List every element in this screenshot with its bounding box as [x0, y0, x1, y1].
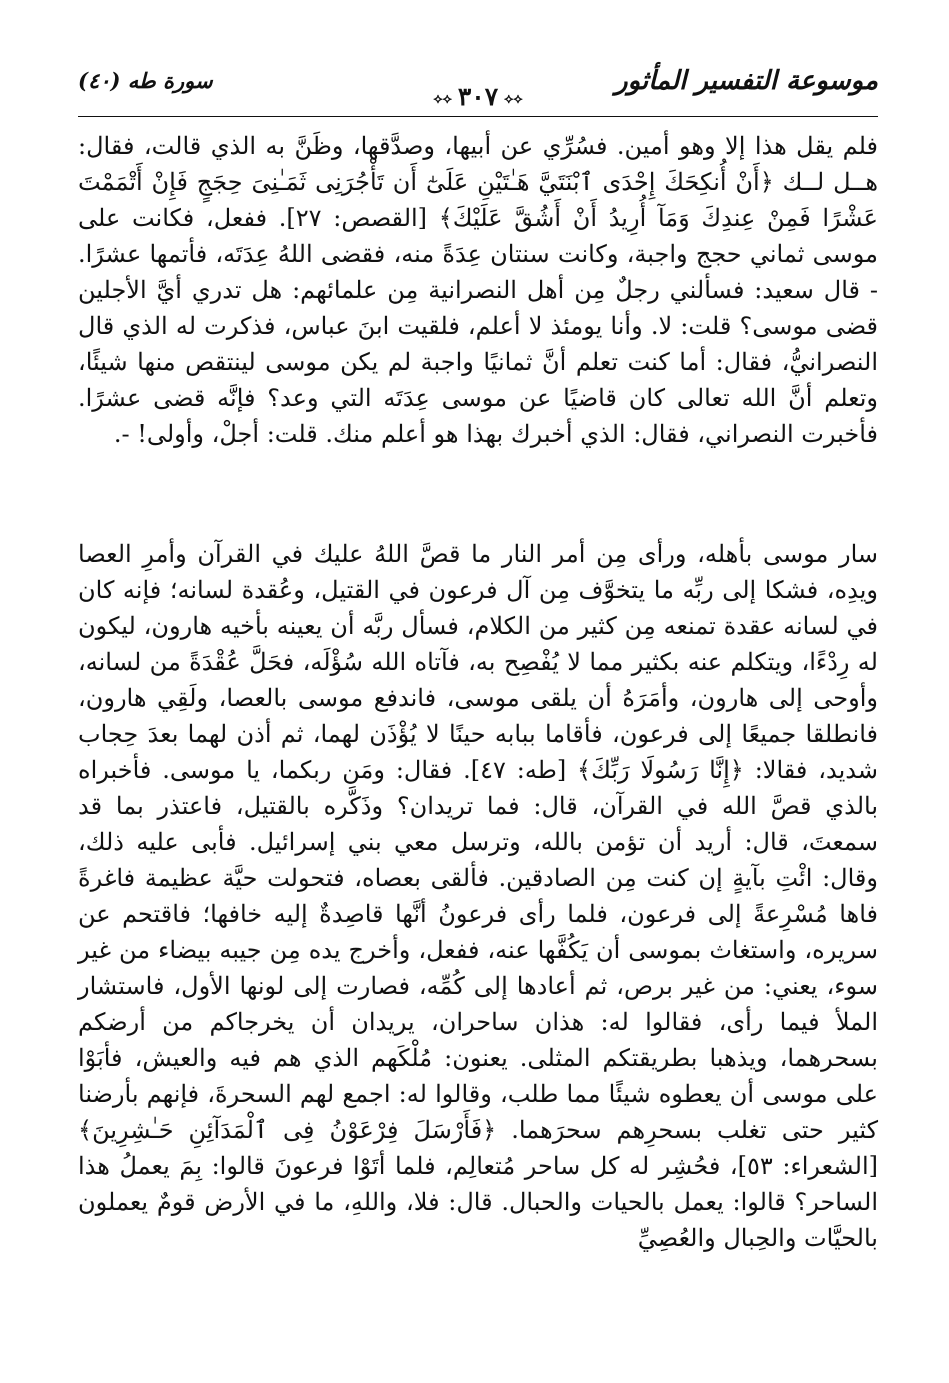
book-title: موسوعة التفسير المأثور	[615, 66, 878, 96]
page-header	[78, 66, 878, 110]
paragraph-2: سار موسى بأهله، ورأى مِن أمر النار ما قصَّ اللهُ عليك في القرآن وأمرِ العصا ويدِه، فشكا إلى ربِّه ما يتخوَّف مِن آل فرعون في القتيل، وعُقدة لسانه؛ فإنه كان في لسانه عقدة تمنعه مِن كثير من الكلام، فسأل ربَّه أن يعينه بأخيه هارون، ليكون له رِدْءًا، ويتكلم عنه بكثير مما لا يُفْصِح به، فآتاه الله سُؤْلَه، فحَلَّ عُقْدَةً من لسانه، وأوحى إلى هارون، وأمَرَهُ أن يلقى موسى، فاندفع موسى بالعصا، ولَقِي هارون، فانطلقا جميعًا إلى فرعون، فأقاما ببابه حينًا لا يُؤْذَن لهما، ثم أذن لهما بعدَ حِجاب شديد، فقالا: ﴿إِنَّا رَسُولَا رَبِّكَ﴾ [طه: ٤٧]. فقال: ومَن ربكما، يا موسى. فأخبراه بالذي قصَّ الله في القرآن، قال: فما تريدان؟ وذَكَّره بالقتيل، فاعتذر بما قد سمعتَ، قال: أريد أن تؤمن بالله، وترسل معي بني إسرائيل. فأبى عليه ذلك، وقال: ائْتِ بآيةٍ إن كنت مِن الصادقين. فألقى بعصاه، فتحولت حيَّة عظيمة فاغرةً فاها مُسْرِعةً إلى فرعون، فلما رأى فرعونُ أنَّها قاصِدةٌ إليه خافها؛ فاقتحم عن سريره، واستغاث بموسى أن يَكُفَّها عنه، ففعل، وأخرج يده مِن جيبه بيضاء من غير سوء، يعني: من غير برص، ثم أعادها إلى كُمِّه، فصارت إلى لونها الأول، فاستشار الملأ فيما رأى، فقالوا له: هذان ساحران، يريدان أن يخرجاكم من أرضكم بسحرهما، ويذهبا بطريقتكم المثلى. يعنون: مُلْكَهم الذي هم فيه والعيش، فأبَوْا على موسى أن يعطوه شيئًا مما طلب، وقالوا له: اجمع لهم السحرةَ، فإنهم بأرضنا كثير حتى تغلب بسحرِهم سحرَهما. ﴿فَأَرْسَلَ فِرْعَوْنُ فِى ٱلْمَدَآئِنِ حَـٰشِرِينَ﴾ [الشعراء: ٥٣]، فحُشِر له كل ساحر مُتعالِم، فلما أتَوْا فرعونَ قالوا: بِمَ يعملُ هذا الساحر؟ قالوا: يعمل بالحيات والحبال. قال: فلا، واللهِ، ما في الأرض قومٌ يعملون بالحيَّات والحِبال والعُصِيِّ	[78, 540, 878, 1252]
ornament-icon: ⟡⟡	[504, 90, 523, 107]
paragraph-1: فلم يقل هذا إلا وهو أمين. فسُرِّي عن أبيها، وصدَّقها، وظَنَّ به الذي قالت، فقال: هــل لــك ﴿أَنْ أُنكِحَكَ إِحْدَى ٱبْنَتَيَّ هَـٰتَيْنِ عَلَىٰٓ أَن تَأْجُرَنِى ثَمَـٰنِىَ حِجَجٍ فَإِنْ أَتْمَمْتَ عَشْرًا فَمِنْ عِندِكَ وَمَآ أُرِيدُ أَنْ أَشُقَّ عَلَيْكَ﴾ [القصص: ٢٧]. ففعل، فكانت على موسى ثماني حجج واجبة، وكانت سنتان عِدَةً منه، فقضى اللهُ عِدَتَه، فأتمها عشرًا. - قال سعيد: فسألني رجلٌ مِن أهل النصرانية مِن علمائهم: هل تدري أيَّ الأجلين قضى موسى؟ قلت: لا. وأنا يومئذ لا أعلم، فلقيت ابنَ عباس، فذكرت له الذي قال النصرانيُّ، فقال: أما كنت تعلم أنَّ ثمانيًا واجبة لم يكن موسى لينتقص منها شيئًا، وتعلم أنَّ الله تعالى كان قاضيًا عن موسى عِدَتَه التي وعد؟ فإنَّه قضى عشرًا. فأخبرت النصراني، فقال: الذي أخبرك بهذا هو أعلم منك. قلت: أجلْ، وأولى! -.	[78, 132, 879, 448]
ornament-icon: ⟡⟡	[433, 90, 452, 107]
header-divider	[78, 116, 878, 117]
page-number-value: ٣٠٧	[457, 82, 499, 111]
surah-label: سورة طه (٤٠)	[78, 68, 213, 93]
